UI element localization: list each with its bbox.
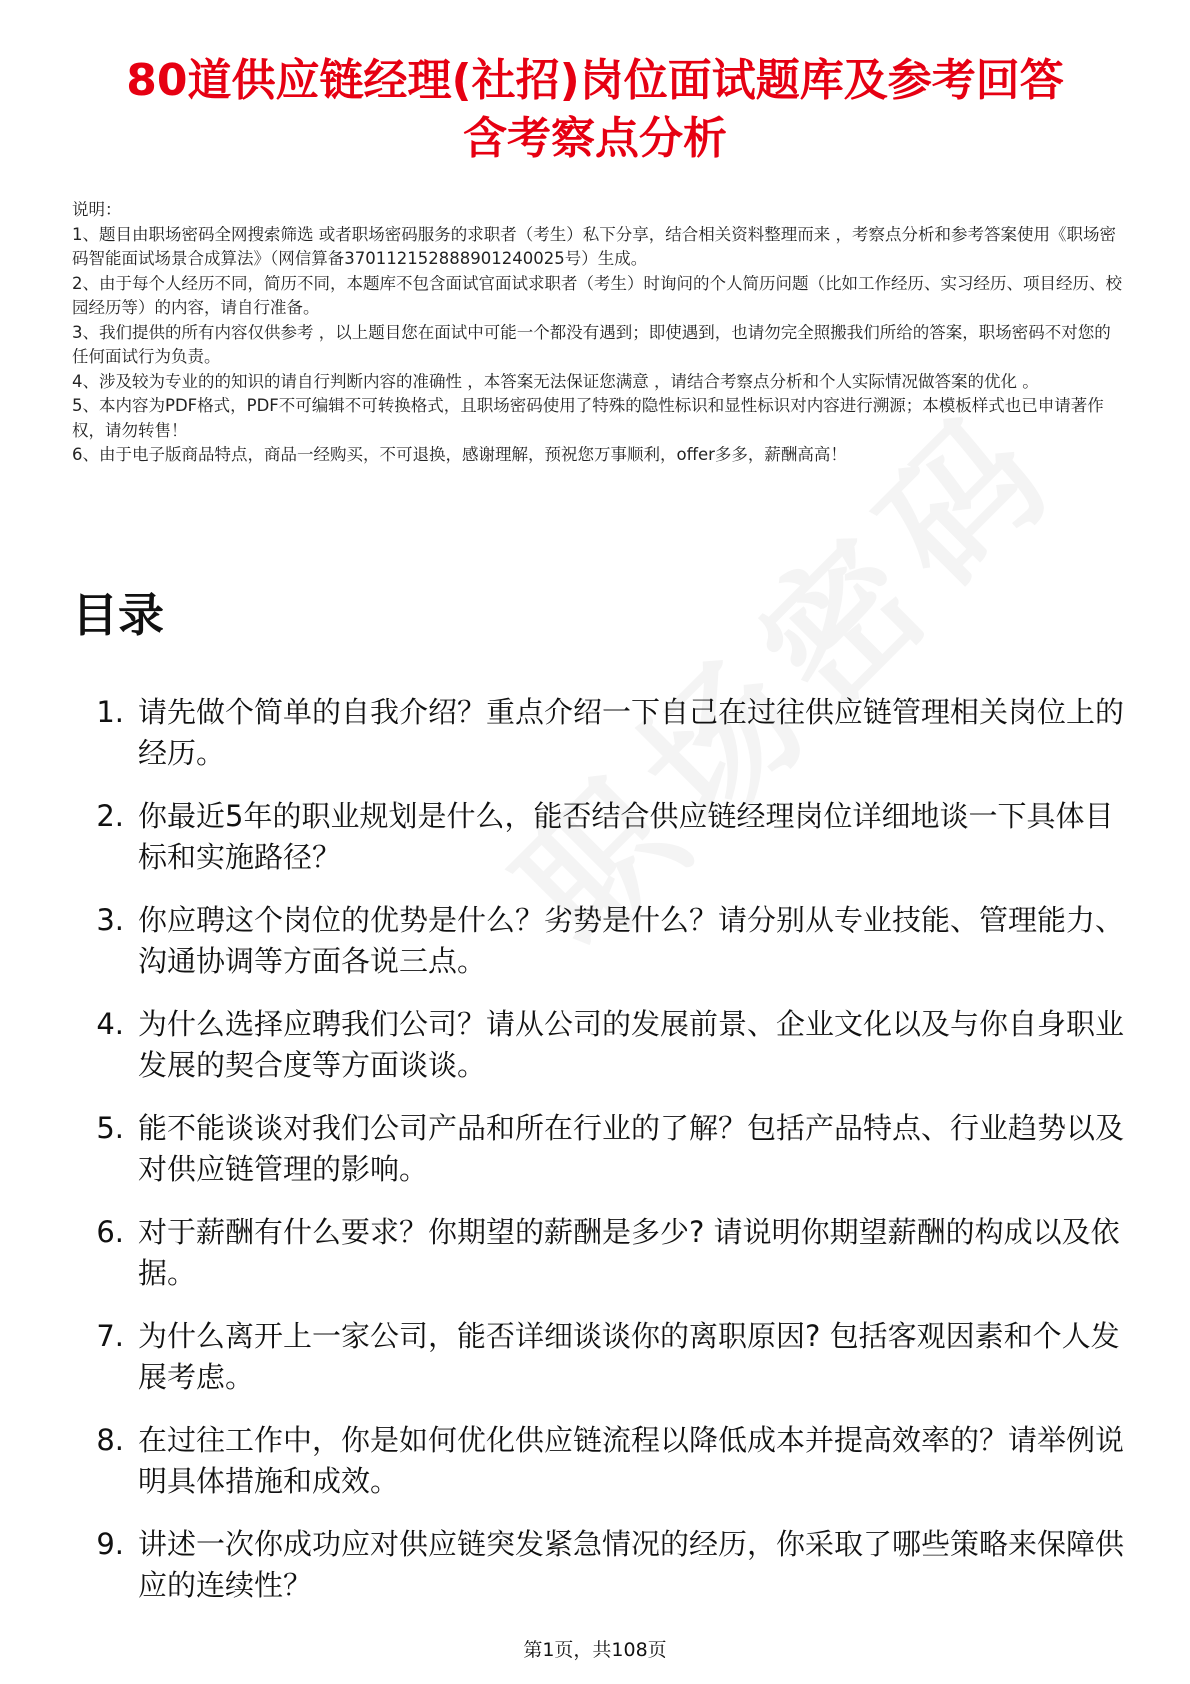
note-item-3: 3、我们提供的所有内容仅供参考 ，以上题目您在面试中可能一个都没有遇到；即使遇到，也请勿完全照搬我们所给的答案，职场密码不对您的任何面试行为负责。 — [72, 322, 1111, 366]
toc-item-1[interactable] — [72, 692, 1132, 774]
toc-item-text: 你最近5年的职业规划是什么，能否结合供应链经理岗位详细地谈一下具体目标和实施路径？ — [138, 799, 1114, 874]
title-line-1: 80道供应链经理(社招)岗位面试题库及参考回答 — [126, 55, 1064, 106]
toc-item-text: 讲述一次你成功应对供应链突发紧急情况的经历，你采取了哪些策略来保障供应的连续性？ — [138, 1527, 1125, 1602]
note-item-1: 1、题目由职场密码全网搜索筛选 或者职场密码服务的求职者（考生）私下分享，结合相关资料整理而来 ，考察点分析和参考答案使用《职场密码智能面试场景合成算法》（网信算备370112152888901240025号）生成。 — [72, 224, 1116, 268]
toc-item-number: 2. — [96, 799, 124, 833]
toc-item-8[interactable] — [72, 1420, 1132, 1502]
notes-section — [72, 198, 1124, 468]
toc-item-text: 你应聘这个岗位的优势是什么？劣势是什么？请分别从专业技能、管理能力、沟通协调等方面各说三点。 — [138, 903, 1125, 978]
toc-item-number: 3. — [96, 903, 124, 937]
note-item-6: 6、由于电子版商品特点，商品一经购买，不可退换，感谢理解，预祝您万事顺利，offer多多，薪酬高高！ — [72, 445, 847, 464]
toc-item-number: 4. — [96, 1007, 124, 1041]
toc-item-number: 5. — [96, 1111, 124, 1145]
document-title — [40, 52, 1150, 168]
note-item-4: 4、涉及较为专业的的知识的请自行判断内容的准确性 ，本答案无法保证您满意 ，请结合考察点分析和个人实际情况做答案的优化 。 — [72, 371, 1039, 391]
toc-item-4[interactable] — [72, 1004, 1132, 1086]
toc-item-text: 对于薪酬有什么要求？你期望的薪酬是多少? 请说明你期望薪酬的构成以及依据。 — [138, 1215, 1120, 1290]
title-line-2: 含考察点分析 — [463, 113, 727, 164]
note-item-2: 2、由于每个人经历不同，简历不同，本题库不包含面试官面试求职者（考生）时询问的个人简历问题（比如工作经历、实习经历、项目经历、校园经历等）的内容，请自行准备。 — [72, 273, 1122, 317]
toc-item-3[interactable] — [72, 900, 1132, 982]
toc-item-7[interactable] — [72, 1316, 1132, 1398]
toc-item-text: 为什么离开上一家公司，能否详细谈谈你的离职原因? 包括客观因素和个人发展考虑。 — [138, 1319, 1120, 1394]
toc-list — [72, 692, 1132, 1628]
toc-item-number: 6. — [96, 1215, 124, 1249]
toc-item-number: 9. — [96, 1527, 124, 1561]
note-item-5: 5、本内容为PDF格式，PDF不可编辑不可转换格式，且职场密码使用了特殊的隐性标识和显性标识对内容进行溯源；本模板样式也已申请著作权，请勿转售！ — [72, 396, 1104, 440]
toc-item-text: 为什么选择应聘我们公司？请从公司的发展前景、企业文化以及与你自身职业发展的契合度等方面谈谈。 — [138, 1007, 1125, 1082]
toc-item-number: 8. — [96, 1423, 124, 1457]
toc-item-5[interactable] — [72, 1108, 1132, 1190]
toc-item-6[interactable] — [72, 1212, 1132, 1294]
toc-item-text: 请先做个简单的自我介绍？重点介绍一下自己在过往供应链管理相关岗位上的经历。 — [138, 695, 1125, 770]
page-footer: 第1页，共108页 — [523, 1639, 667, 1661]
toc-item-text: 能不能谈谈对我们公司产品和所在行业的了解？包括产品特点、行业趋势以及对供应链管理的影响。 — [138, 1111, 1125, 1186]
toc-item-number: 7. — [96, 1319, 124, 1353]
toc-item-text: 在过往工作中，你是如何优化供应链流程以降低成本并提高效率的？请举例说明具体措施和成效。 — [138, 1423, 1125, 1498]
toc-heading: 目录 — [72, 588, 164, 642]
toc-item-9[interactable] — [72, 1524, 1132, 1606]
toc-item-number: 1. — [96, 695, 124, 729]
toc-item-2[interactable] — [72, 796, 1132, 878]
notes-heading: 说明： — [72, 200, 122, 219]
